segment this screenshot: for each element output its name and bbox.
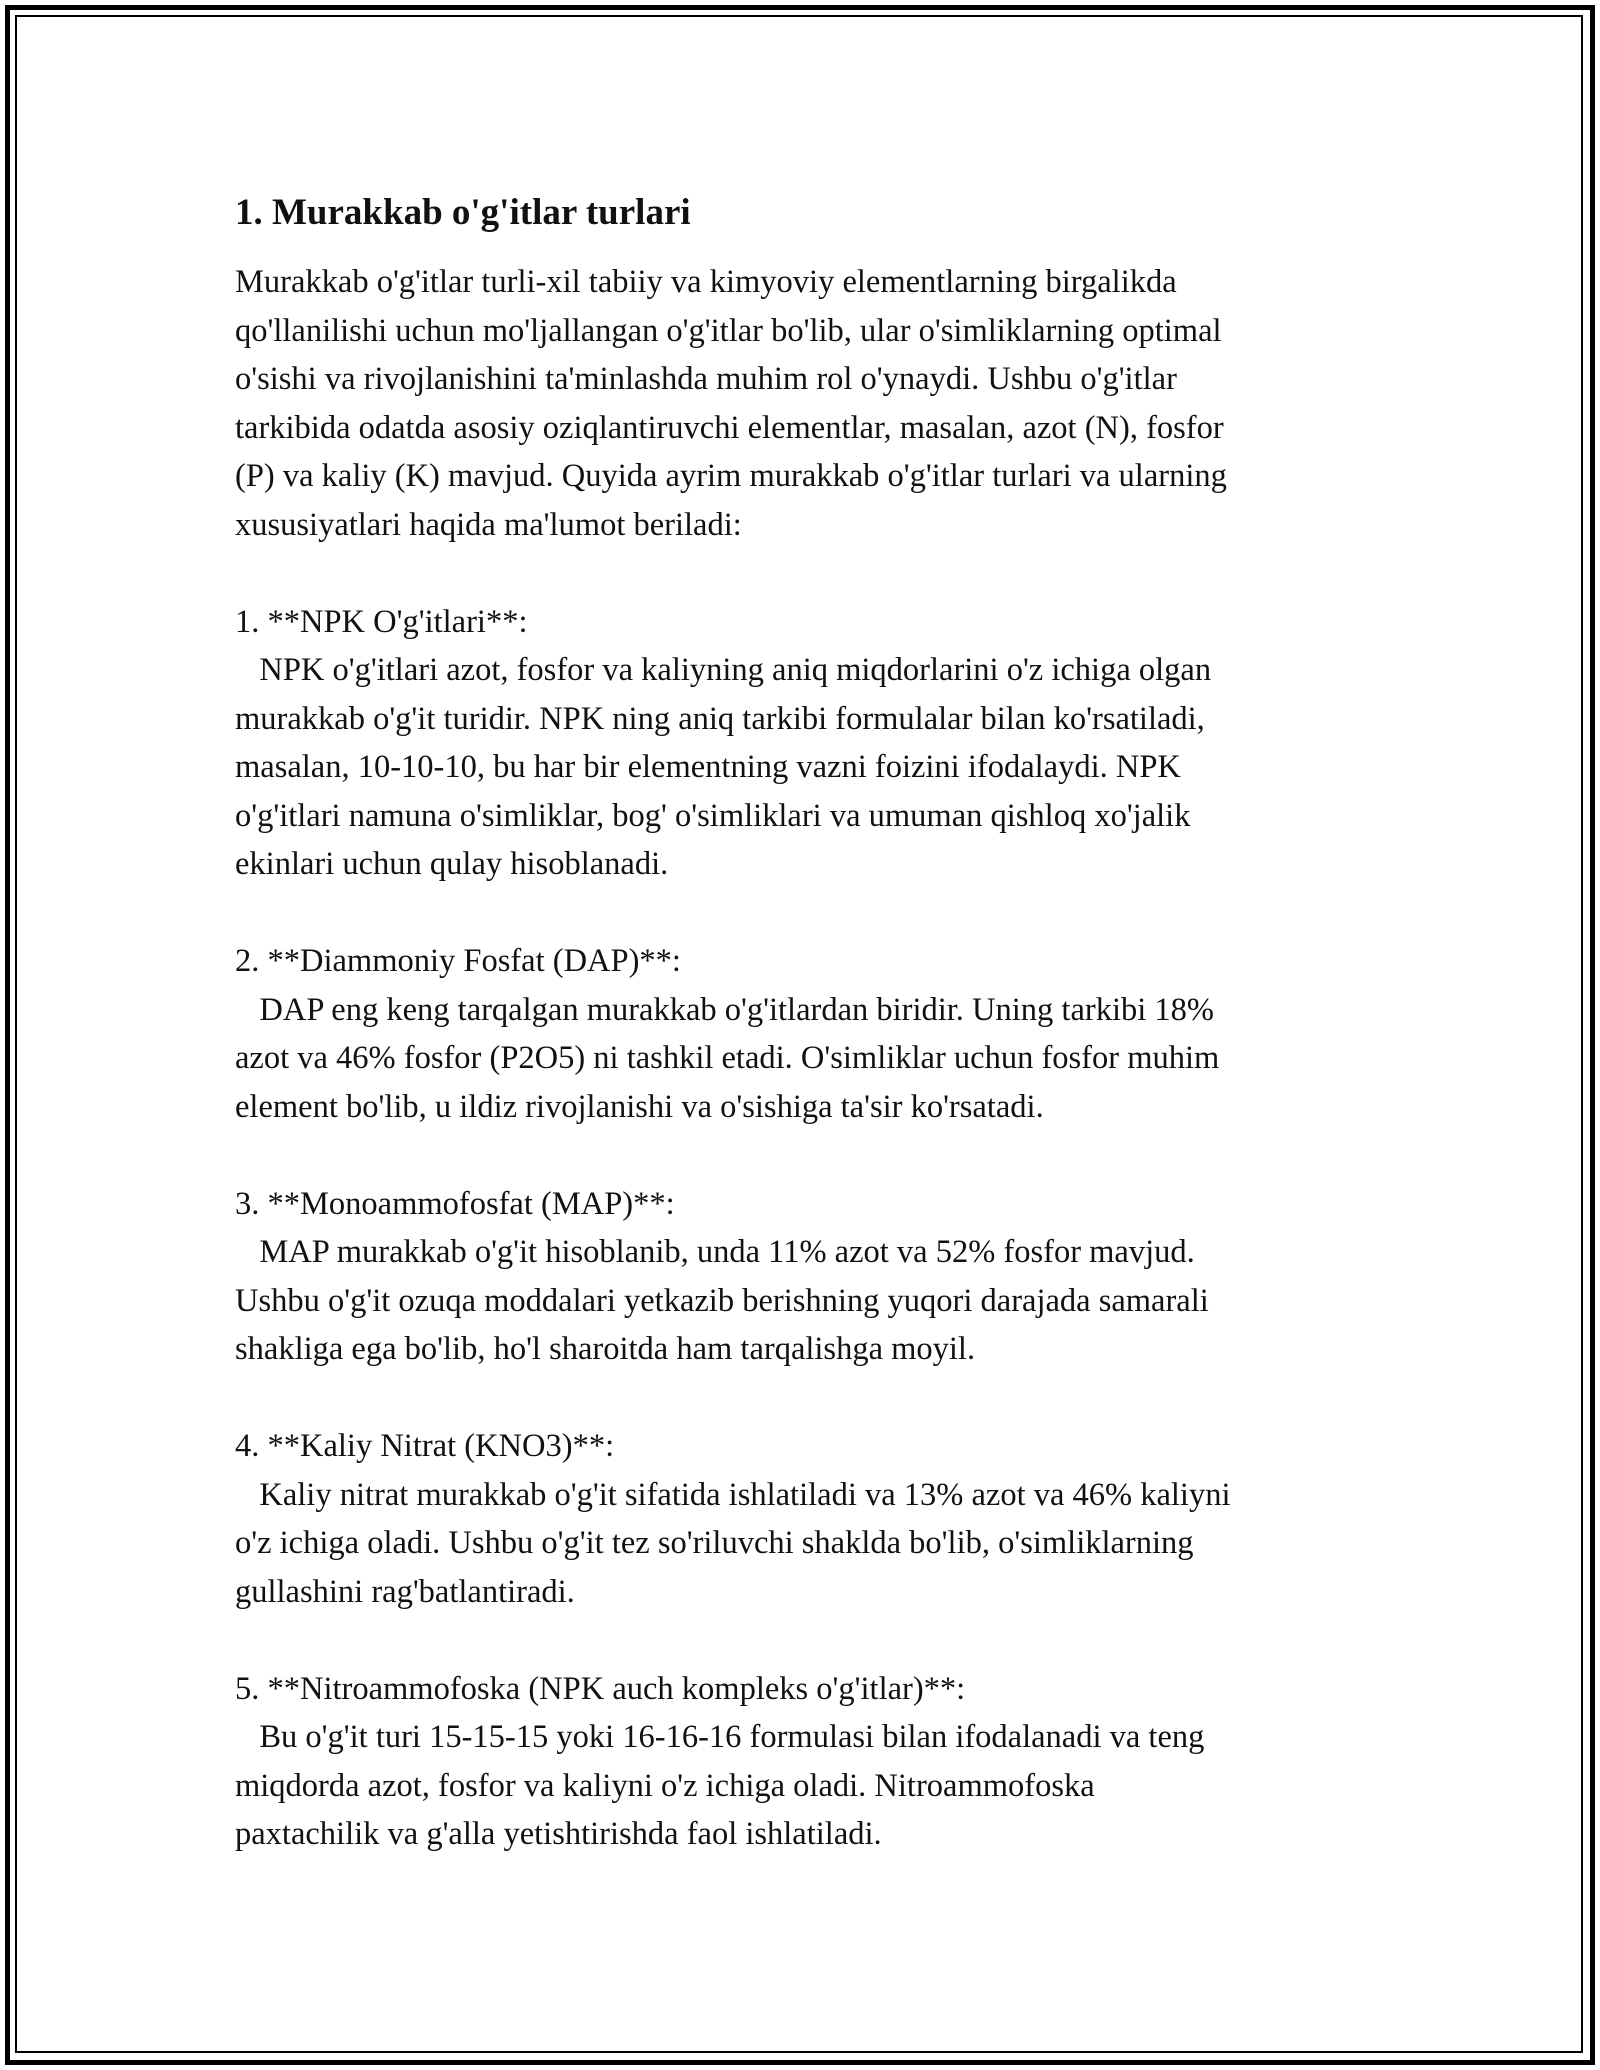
list-item-line: NPK o'g'itlari azot, fosfor va kaliyning aniq miqdorlarini o'z ichiga olgan: [235, 652, 1212, 688]
paragraph-gap: [235, 889, 1375, 938]
list-item-line: gullashini rag'batlantiradi.: [235, 1573, 575, 1610]
list-item-title: 2. **Diammoniy Fosfat (DAP)**:: [235, 943, 681, 979]
list-item-line: o'z ichiga oladi. Ushbu o'g'it tez so'riluvchi shaklda bo'lib, o'simliklarning: [235, 1525, 1194, 1561]
list-item-line: miqdorda azot, fosfor va kaliyni o'z ichiga oladi. Nitroammofoska: [235, 1767, 1095, 1804]
intro-paragraph: [235, 258, 1375, 549]
paragraph-gap: [235, 1616, 1375, 1665]
list-item-line: Ushbu o'g'it ozuqa moddalari yetkazib berishning yuqori darajada samarali: [235, 1282, 1209, 1319]
list-item-title: 5. **Nitroammofoska (NPK auch kompleks o'g'itlar)**:: [235, 1670, 966, 1707]
list-item-line: o'g'itlari namuna o'simliklar, bog' o'simliklari va umuman qishloq xo'jalik: [235, 797, 1191, 834]
section-heading: 1. Murakkab o'g'itlar turlari: [235, 192, 691, 233]
paragraph-gap: [235, 1131, 1375, 1180]
list-item-line: shakliga ega bo'lib, ho'l sharoitda ham tarqalishga moyil.: [235, 1331, 976, 1367]
list-item-line: paxtachilik va g'alla yetishtirishda faol ishlatiladi.: [235, 1816, 882, 1852]
list-item-line: azot va 46% fosfor (P2O5) ni tashkil etadi. O'simliklar uchun fosfor muhim: [235, 1040, 1220, 1076]
list-item-line: element bo'lib, u ildiz rivojlanishi va o'sishiga ta'sir ko'rsatadi.: [235, 1088, 1044, 1125]
list-item-map: [235, 1180, 1375, 1374]
paragraph-gap: [235, 549, 1375, 598]
intro-line: xususiyatlari haqida ma'lumot beriladi:: [235, 506, 742, 543]
intro-line: o'sishi va rivojlanishini ta'minlashda muhim rol o'ynaydi. Ushbu o'g'itlar: [235, 361, 1177, 397]
list-item-nitroammofoska: [235, 1665, 1375, 1859]
list-item-line: MAP murakkab o'g'it hisoblanib, unda 11% azot va 52% fosfor mavjud.: [235, 1234, 1195, 1270]
list-item-line: masalan, 10-10-10, bu har bir elementning vazni foizini ifodalaydi. NPK: [235, 749, 1181, 785]
list-item-line: Bu o'g'it turi 15-15-15 yoki 16-16-16 formulasi bilan ifodalanadi va teng: [235, 1719, 1205, 1755]
intro-line: tarkibida odatda asosiy oziqlantiruvchi elementlar, masalan, azot (N), fosfor: [235, 409, 1224, 446]
document-body: [235, 188, 1375, 1859]
list-item-kno3: [235, 1422, 1375, 1616]
list-item-title: 4. **Kaliy Nitrat (KNO3)**:: [235, 1428, 615, 1464]
list-item-line: ekinlari uchun qulay hisoblanadi.: [235, 846, 669, 882]
list-item-line: DAP eng keng tarqalgan murakkab o'g'itlardan biridir. Uning tarkibi 18%: [235, 991, 1214, 1028]
list-item-dap: [235, 937, 1375, 1131]
intro-line: Murakkab o'g'itlar turli-xil tabiiy va kimyoviy elementlarning birgalikda: [235, 264, 1177, 300]
list-item-title: 3. **Monoammofosfat (MAP)**:: [235, 1185, 675, 1222]
list-item-title: 1. **NPK O'g'itlari**:: [235, 603, 528, 640]
intro-line: (P) va kaliy (K) mavjud. Quyida ayrim murakkab o'g'itlar turlari va ularning: [235, 458, 1227, 494]
list-item-npk: [235, 598, 1375, 889]
list-item-line: murakkab o'g'it turidir. NPK ning aniq tarkibi formulalar bilan ko'rsatiladi,: [235, 700, 1205, 737]
paragraph-gap: [235, 1374, 1375, 1423]
intro-line: qo'llanilishi uchun mo'ljallangan o'g'itlar bo'lib, ular o'simliklarning optimal: [235, 312, 1222, 349]
list-item-line: Kaliy nitrat murakkab o'g'it sifatida ishlatiladi va 13% azot va 46% kaliyni: [235, 1476, 1231, 1513]
